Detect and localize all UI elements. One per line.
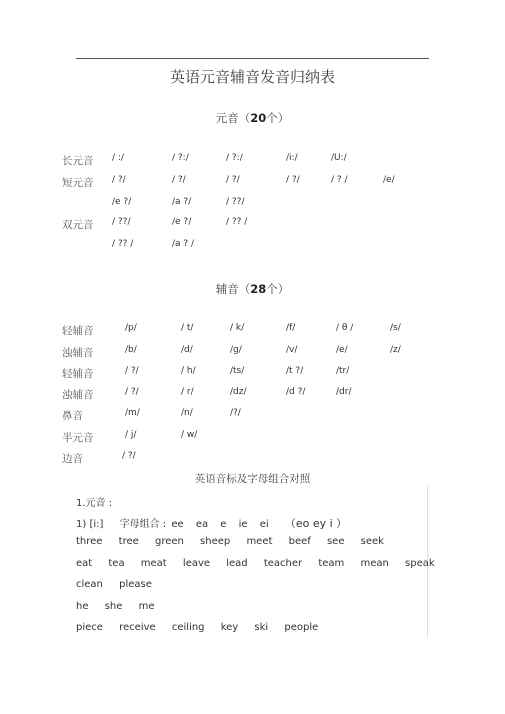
word: me [138,601,155,612]
row-label: 轻辅音 [62,368,94,380]
word: three [76,536,103,547]
phoneme-cell: / ?/ [125,366,139,376]
phoneme-cell: / ?/ [122,451,136,461]
phoneme-cell: / ?/ [226,175,240,185]
phoneme-cell: /d ?/ [286,387,306,397]
word: please [119,579,152,590]
phoneme-cell: /s/ [390,323,401,333]
row-label: 长元音 [62,155,94,167]
phoneme-cell: / ?? / [112,239,134,249]
word: ceiling [171,622,205,633]
row-label: 浊辅音 [62,347,94,359]
word: clean [76,579,103,590]
phoneme-cell: /e ?/ [112,197,132,207]
combo-tail: （eo ey i ） [284,517,348,530]
entry-label: 1) [i:] [76,519,104,530]
word: lead [226,558,248,569]
phoneme-cell: / ??/ [226,197,245,207]
phoneme-cell: /dr/ [336,387,352,397]
word-line [76,601,167,612]
consonants-heading-text: 辅音（ [215,282,251,296]
word-line [76,536,397,547]
phoneme-cell: / ?/ [286,175,300,185]
phoneme-cell: / ?/ [172,175,186,185]
word: meat [140,558,167,569]
phoneme-cell: /ts/ [230,366,245,376]
row-label: 浊辅音 [62,389,94,401]
row-label: 半元音 [62,432,94,444]
phoneme-cell: /n/ [181,408,193,418]
phoneme-cell: /z/ [390,345,401,355]
consonants-count: 28 [250,282,267,296]
row-label: 双元音 [62,219,94,231]
phoneme-cell: / h/ [181,366,196,376]
combo-list: ee ea e ie ei [171,519,269,530]
phoneme-cell: /dz/ [230,387,247,397]
row-label: 轻辅音 [62,325,94,337]
combo-prefix: 字母组合 : [119,519,167,530]
phoneme-cell: / t/ [181,323,194,333]
row-label: 鼻音 [62,410,83,422]
phoneme-cell: / :/ [112,153,124,163]
phoneme-cell: /d/ [181,345,193,355]
phoneme-cell: /a ?/ [172,197,192,207]
word: beef [288,536,311,547]
phoneme-cell: /v/ [286,345,298,355]
phoneme-entry [76,515,360,531]
vowels-heading-end: 个） [266,111,290,125]
word: leave [182,558,211,569]
word: she [104,601,123,612]
vowels-count: 20 [250,111,267,125]
word: green [154,536,184,547]
consonants-heading [0,281,505,297]
word: key [220,622,239,633]
word: mean [360,558,389,569]
word: speak [405,558,435,569]
word: tree [118,536,139,547]
word-line [76,622,331,633]
word: teacher [263,558,303,569]
table2-heading: 英语音标及字母组合对照 [194,473,311,485]
word: piece [76,622,103,633]
consonants-heading-end: 个） [266,282,290,296]
phoneme-cell: /f/ [286,323,296,333]
phoneme-cell: / k/ [230,323,245,333]
phoneme-cell: / w/ [181,430,198,440]
phoneme-cell: /p/ [125,323,137,333]
word-line [76,558,448,569]
word: eat [76,558,93,569]
word: receive [119,622,156,633]
row-label: 边音 [62,453,83,465]
word: sheep [200,536,231,547]
word: ski [254,622,269,633]
phoneme-cell: / ?:/ [172,153,189,163]
phoneme-cell: /e/ [383,175,395,185]
phoneme-cell: /i:/ [286,153,298,163]
phoneme-cell: /U:/ [331,153,347,163]
vowels-heading-text: 元音（ [215,111,251,125]
word: people [284,622,319,633]
phoneme-cell: /g/ [230,345,242,355]
word-line [76,579,165,590]
phoneme-cell: / ?? / [226,217,248,227]
word: tea [108,558,125,569]
phoneme-cell: /e/ [336,345,348,355]
phoneme-cell: /?/ [230,408,241,418]
phoneme-cell: / ?/ [125,387,139,397]
phoneme-cell: / ?/ [112,175,126,185]
phoneme-cell: / ? / [331,175,348,185]
phoneme-cell: /e ?/ [172,217,192,227]
word: team [318,558,345,569]
word: see [326,536,345,547]
vowels-heading [0,110,505,126]
phoneme-cell: /m/ [125,408,140,418]
word: meet [246,536,273,547]
row-label: 短元音 [62,177,94,189]
phoneme-cell: / j/ [125,430,137,440]
phoneme-cell: /t ?/ [286,366,304,376]
word: seek [360,536,384,547]
phoneme-cell: /b/ [125,345,137,355]
phoneme-cell: / θ / [336,323,354,333]
phoneme-cell: / ?:/ [226,153,243,163]
top-rule [76,58,429,59]
phoneme-cell: / r/ [181,387,194,397]
section-label: 1.元音 : [76,498,113,509]
phoneme-cell: / ??/ [112,217,131,227]
word: he [76,601,89,612]
phoneme-cell: /a ? / [172,239,195,249]
phoneme-cell: /tr/ [336,366,350,376]
page-title: 英语元音辅音发音归纳表 [169,68,335,86]
